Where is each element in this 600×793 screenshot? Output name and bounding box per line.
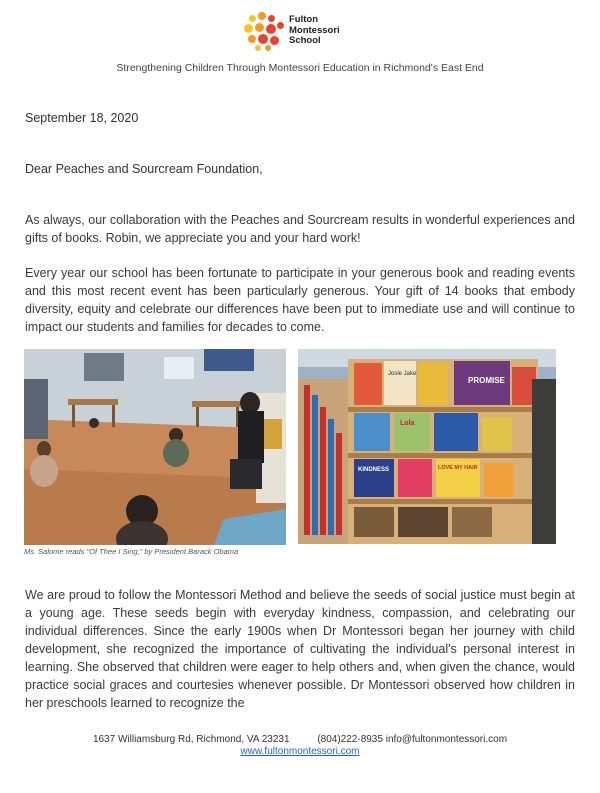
book-title-4: KINDNESS bbox=[358, 467, 390, 473]
book-title-5: LOVE MY HAIR bbox=[438, 465, 478, 471]
photo-caption: Ms. Salome reads "Of Thee I Sing," by President Barack Obama bbox=[24, 547, 239, 556]
footer-contact bbox=[0, 734, 600, 745]
book-title-1: Josie Jake bbox=[388, 371, 417, 377]
logo-line-1: Fulton bbox=[289, 14, 319, 25]
logo-line-2: Montessori bbox=[289, 24, 340, 36]
bookshelf-photo bbox=[298, 349, 556, 544]
footer-phone: (804)222-8935 bbox=[317, 734, 383, 745]
classroom-photo bbox=[24, 349, 286, 545]
letter-date: September 18, 2020 bbox=[25, 111, 139, 125]
logo-line-3: School bbox=[289, 35, 321, 46]
paragraph-2: Every year our school has been fortunate to participate in your generous book and reading events and this most recent event has been particularly generous. Your gift of 14 books that embody diversity, equity and celebrate our differences have been put to immediate use and will continue to impact our students and families for decades to come. bbox=[25, 266, 575, 334]
paragraph-3: We are proud to follow the Montessori Method and believe the seeds of social justice must begin at a young age. These seeds begin with everyday kindness, compassion, and celebrating our individual differences. Since the early 1900s when Dr Montessori began her journey with child development, she recognized the importance of cultivating the individual's personal interest in learning. She observed that children were eager to help others and, when given the chance, would practice social graces and courtesies whenever possible. Dr Montessori observed how children in her preschools learned to recognize the bbox=[25, 588, 575, 710]
school-logo bbox=[243, 12, 363, 52]
book-title-2: PROMISE bbox=[468, 376, 505, 385]
footer-email: info@fultonmontessori.com bbox=[385, 734, 508, 745]
logo-dots-icon bbox=[243, 12, 287, 52]
salutation: Dear Peaches and Sourcream Foundation, bbox=[25, 162, 263, 176]
tagline: Strengthening Children Through Montessori Education in Richmond's East End bbox=[116, 62, 484, 74]
website-link[interactable]: www.fultonmontessori.com bbox=[240, 746, 360, 757]
paragraph-1: As always, our collaboration with the Peaches and Sourcream results in wonderful experiences and gifts of books. Robin, we appreciate you and your hard work! bbox=[25, 213, 575, 245]
book-title-3: Lola bbox=[400, 420, 415, 427]
footer-address: 1637 Williamsburg Rd, Richmond, VA 23231 bbox=[92, 734, 290, 745]
logo-text bbox=[289, 15, 340, 47]
